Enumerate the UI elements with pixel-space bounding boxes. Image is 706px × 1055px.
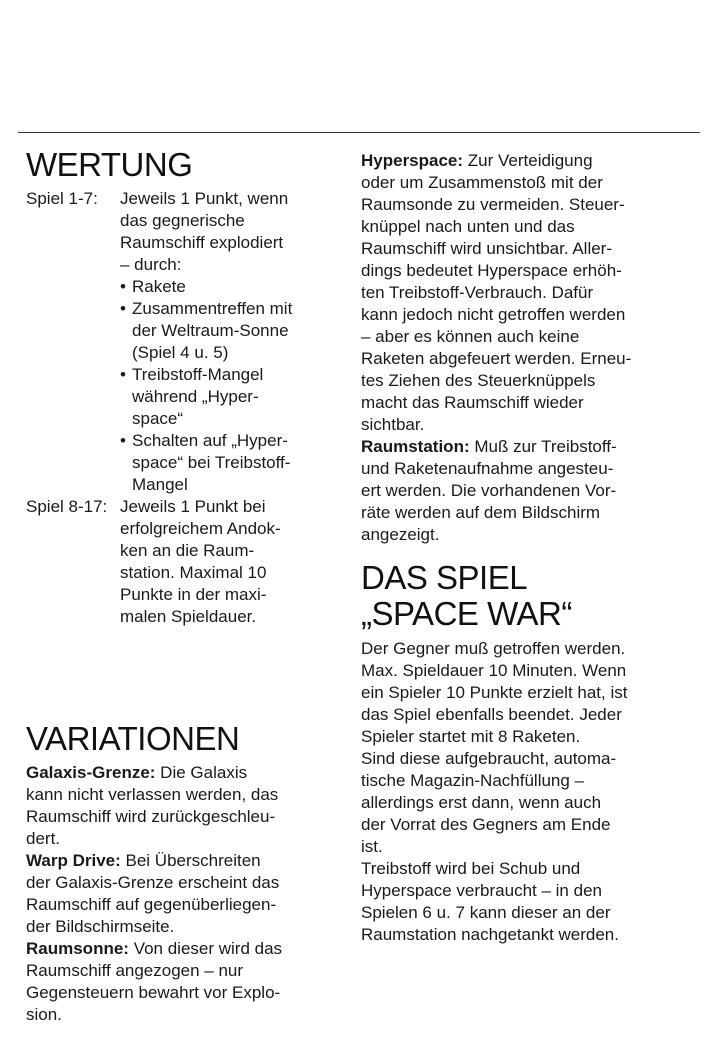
paragraph-text: Raumschiff angezogen – nur bbox=[26, 961, 244, 980]
bullet-item bbox=[120, 430, 346, 496]
spiel-line: tische Magazin-Nachfüllung – bbox=[361, 771, 585, 790]
bullet-line: (Spiel 4 u. 5) bbox=[132, 343, 229, 362]
paragraph-line bbox=[361, 348, 671, 370]
term-paragraph bbox=[26, 762, 346, 850]
bullet-dot-icon: • bbox=[120, 277, 126, 296]
paragraph-line bbox=[361, 150, 671, 172]
spiel-line: ein Spieler 10 Punkte erzielt hat, ist bbox=[361, 683, 628, 702]
paragraph-term: Raumsonne: bbox=[26, 939, 129, 958]
bullet-item bbox=[120, 298, 346, 364]
paragraph-text: macht das Raumschiff wieder bbox=[361, 393, 584, 412]
paragraph-line bbox=[26, 982, 346, 1004]
paragraph-text: ten Treibstoff-Verbrauch. Dafür bbox=[361, 283, 594, 302]
paragraph-text: der Galaxis-Grenze erscheint das bbox=[26, 873, 280, 892]
score-line: das gegnerische bbox=[120, 211, 245, 230]
spiel-heading bbox=[361, 560, 671, 632]
bullet-line: Mangel bbox=[132, 475, 188, 494]
score-row-body bbox=[120, 188, 346, 496]
paragraph-text: Muß zur Treibstoff- bbox=[469, 437, 617, 456]
paragraph-line bbox=[361, 326, 671, 348]
paragraph-text: Raketen abgefeuert werden. Erneu- bbox=[361, 349, 632, 368]
bullet-dot-icon: • bbox=[120, 431, 126, 450]
spiel-line: Der Gegner muß getroffen werden. bbox=[361, 639, 626, 658]
paragraph-text: Raumsonde zu vermeiden. Steuer- bbox=[361, 195, 625, 214]
bullet-line: der Weltraum-Sonne bbox=[132, 321, 289, 340]
bullet-line: Schalten auf „Hyper- bbox=[132, 431, 288, 450]
bullet-line: space“ bbox=[132, 409, 184, 428]
score-row-label: Spiel 1-7: bbox=[26, 189, 98, 208]
paragraph-text: Raumschiff wird unsichtbar. Aller- bbox=[361, 239, 613, 258]
spiel-line: ist. bbox=[361, 837, 383, 856]
bullet-text bbox=[132, 276, 346, 298]
bullet-dot-icon: • bbox=[120, 299, 126, 318]
spiel-heading-line-2: „SPACE WAR“ bbox=[361, 595, 572, 632]
score-line: – durch: bbox=[120, 255, 182, 274]
paragraph-line bbox=[361, 502, 671, 524]
paragraph-text: – aber es können auch keine bbox=[361, 327, 580, 346]
score-row bbox=[26, 496, 346, 628]
paragraph-line bbox=[361, 238, 671, 260]
spiel-line: Max. Spieldauer 10 Minuten. Wenn bbox=[361, 661, 627, 680]
left-column bbox=[26, 146, 346, 1026]
paragraph-text: Gegensteuern bewahrt vor Explo- bbox=[26, 983, 281, 1002]
term-paragraph bbox=[361, 436, 671, 546]
score-line: Jeweils 1 Punkt, wenn bbox=[120, 189, 289, 208]
paragraph-line bbox=[26, 850, 346, 872]
paragraph-line bbox=[361, 480, 671, 502]
paragraph-text: räte werden auf dem Bildschirm bbox=[361, 503, 601, 522]
paragraph-line bbox=[361, 524, 671, 546]
paragraph-text: angezeigt. bbox=[361, 525, 440, 544]
paragraph-text: sion. bbox=[26, 1005, 62, 1024]
spiel-line: Raumstation nachgetankt werden. bbox=[361, 925, 619, 944]
paragraph-text: kann jedoch nicht getroffen werden bbox=[361, 305, 626, 324]
bullet-line: Treibstoff-Mangel bbox=[132, 365, 264, 384]
paragraph-term: Raumstation: bbox=[361, 437, 470, 456]
paragraph-line bbox=[26, 894, 346, 916]
paragraph-line bbox=[361, 216, 671, 238]
bullet-line: space“ bei Treibstoff- bbox=[132, 453, 291, 472]
paragraph-line bbox=[361, 436, 671, 458]
spiel-line: Spielen 6 u. 7 kann dieser an der bbox=[361, 903, 611, 922]
wertung-heading: WERTUNG bbox=[26, 146, 193, 183]
modes-section bbox=[361, 150, 671, 546]
variationen-heading: VARIATIONEN bbox=[26, 720, 240, 757]
spiel-line: allerdings erst dann, wenn auch bbox=[361, 793, 602, 812]
paragraph-line bbox=[361, 304, 671, 326]
paragraph-text: sichtbar. bbox=[361, 415, 425, 434]
wertung-section bbox=[26, 188, 346, 628]
bullet-text bbox=[132, 430, 346, 496]
spiel-text bbox=[361, 638, 671, 946]
score-line: Raumschiff explodiert bbox=[120, 233, 284, 252]
bullet-dot-icon: • bbox=[120, 365, 126, 384]
paragraph-line bbox=[361, 260, 671, 282]
paragraph-text: Von dieser wird das bbox=[128, 939, 283, 958]
score-line: malen Spieldauer. bbox=[120, 607, 257, 626]
spiel-line: Hyperspace verbraucht – in den bbox=[361, 881, 602, 900]
paragraph-line bbox=[26, 762, 346, 784]
paragraph-text: kann nicht verlassen werden, das bbox=[26, 785, 279, 804]
paragraph-line bbox=[361, 458, 671, 480]
score-line: Punkte in der maxi- bbox=[120, 585, 267, 604]
bullet-item bbox=[120, 276, 346, 298]
paragraph-text: Zur Verteidigung bbox=[463, 151, 593, 170]
spiel-line: das Spiel ebenfalls beendet. Jeder bbox=[361, 705, 622, 724]
spiel-paragraph bbox=[361, 638, 671, 946]
bullet-line: während „Hyper- bbox=[132, 387, 259, 406]
score-line: erfolgreichem Andok- bbox=[120, 519, 281, 538]
paragraph-term: Hyperspace: bbox=[361, 151, 464, 170]
bullet-item bbox=[120, 364, 346, 430]
paragraph-line bbox=[26, 938, 346, 960]
variationen-section bbox=[26, 762, 346, 1026]
spiel-line: Spieler startet mit 8 Raketen. bbox=[361, 727, 581, 746]
paragraph-line bbox=[26, 1004, 346, 1026]
bullet-line: Zusammentreffen mit bbox=[132, 299, 293, 318]
score-line: ken an die Raum- bbox=[120, 541, 255, 560]
paragraph-line bbox=[26, 872, 346, 894]
paragraph-text: tes Ziehen des Steuerknüppels bbox=[361, 371, 596, 390]
spiel-line: der Vorrat des Gegners am Ende bbox=[361, 815, 611, 834]
paragraph-line bbox=[361, 370, 671, 392]
paragraph-text: dings bedeutet Hyperspace erhöh- bbox=[361, 261, 622, 280]
spiel-heading-line-1: DAS SPIEL bbox=[361, 559, 528, 596]
term-paragraph bbox=[26, 938, 346, 1026]
paragraph-text: und Raketenaufnahme angesteu- bbox=[361, 459, 614, 478]
paragraph-text: Die Galaxis bbox=[155, 763, 248, 782]
paragraph-line bbox=[26, 828, 346, 850]
paragraph-text: Bei Überschreiten bbox=[120, 851, 261, 870]
paragraph-text: Raumschiff wird zurückgeschleu- bbox=[26, 807, 276, 826]
paragraph-text: oder um Zusammenstoß mit der bbox=[361, 173, 603, 192]
spiel-line: Treibstoff wird bei Schub und bbox=[361, 859, 581, 878]
score-row-body bbox=[120, 496, 346, 628]
term-paragraph bbox=[26, 850, 346, 938]
bullet-text bbox=[132, 298, 346, 364]
paragraph-line bbox=[361, 194, 671, 216]
term-paragraph bbox=[361, 150, 671, 436]
spiel-line: Sind diese aufgebraucht, automa- bbox=[361, 749, 617, 768]
score-line: station. Maximal 10 bbox=[120, 563, 267, 582]
score-line: Jeweils 1 Punkt bei bbox=[120, 497, 266, 516]
paragraph-term: Warp Drive: bbox=[26, 851, 121, 870]
paragraph-text: Raumschiff auf gegenüberliegen- bbox=[26, 895, 277, 914]
score-row-label: Spiel 8-17: bbox=[26, 497, 108, 516]
paragraph-line bbox=[361, 282, 671, 304]
paragraph-line bbox=[26, 960, 346, 982]
paragraph-line bbox=[361, 172, 671, 194]
paragraph-term: Galaxis-Grenze: bbox=[26, 763, 156, 782]
paragraph-text: dert. bbox=[26, 829, 61, 848]
paragraph-text: ert werden. Die vorhandenen Vor- bbox=[361, 481, 617, 500]
paragraph-text: der Bildschirmseite. bbox=[26, 917, 175, 936]
paragraph-line bbox=[361, 414, 671, 436]
bullet-text bbox=[132, 364, 346, 430]
paragraph-line bbox=[26, 806, 346, 828]
paragraph-line bbox=[361, 392, 671, 414]
paragraph-text: knüppel nach unten und das bbox=[361, 217, 575, 236]
paragraph-line bbox=[26, 784, 346, 806]
score-row bbox=[26, 188, 346, 496]
paragraph-line bbox=[26, 916, 346, 938]
bullet-line: Rakete bbox=[132, 277, 186, 296]
right-column bbox=[361, 150, 671, 946]
top-rule bbox=[18, 132, 700, 133]
